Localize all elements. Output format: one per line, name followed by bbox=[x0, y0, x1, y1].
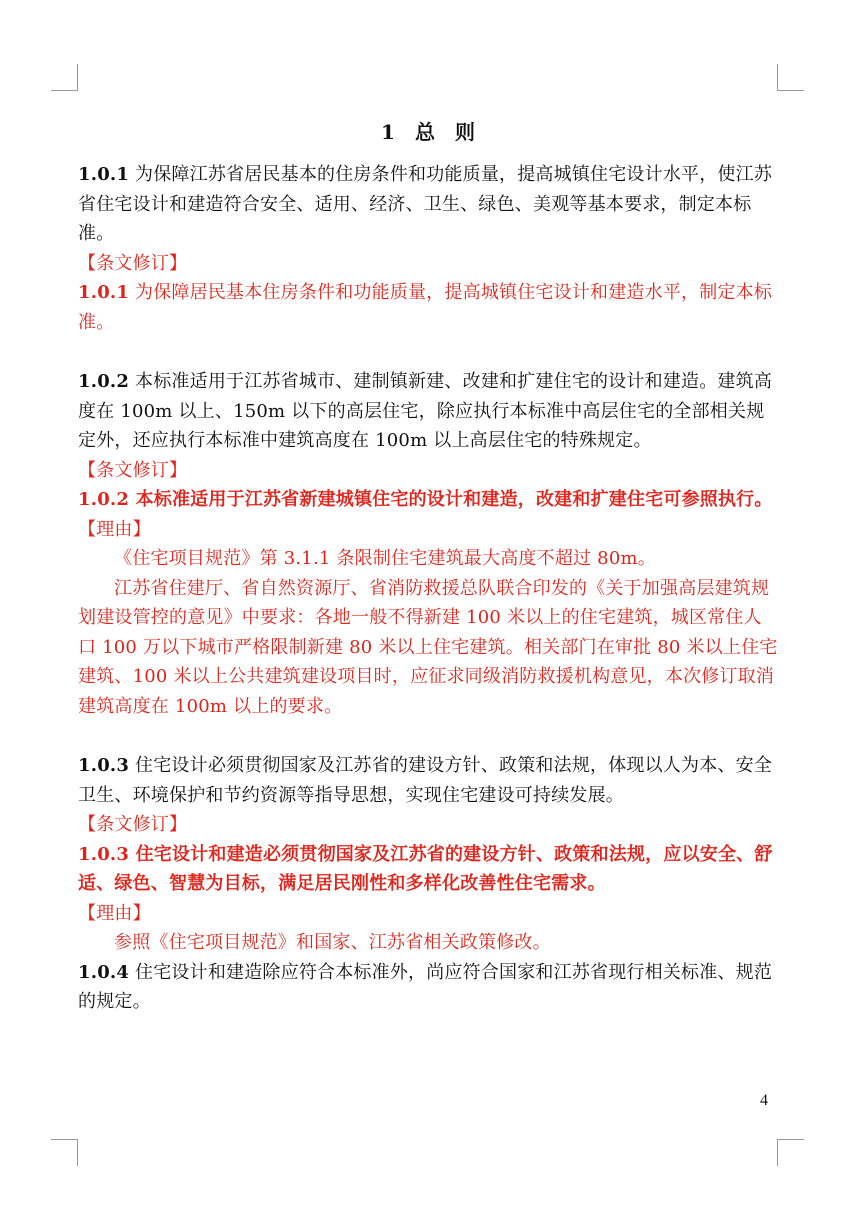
clause-number: 1.0.2 bbox=[78, 371, 130, 392]
clause-1-0-1 bbox=[78, 160, 778, 249]
reason-label: 【理由】 bbox=[78, 518, 151, 540]
clause-number: 1.0.1 bbox=[78, 164, 130, 185]
clause-text: 住宅设计必须贯彻国家及江苏省的建设方针、政策和法规，体现以人为本、安全卫生、环境保护和节约资源等指导思想，实现住宅建设可持续发展。 bbox=[78, 755, 773, 806]
document-page bbox=[78, 112, 778, 1017]
reason-paragraph: 江苏省住建厅、省自然资源厅、省消防救援总队联合印发的《关于加强高层建筑规划建设管控的意见》中要求：各地一般不得新建 100 米以上的住宅建筑，城区常住人口 100 万以下城市严格限制新建 80 米以上住宅建筑。相关部门在审批 80 米以上住宅建筑、100 米以上公共建筑建设项目时，应征求同级消防救援机构意见，本次修订取消建筑高度在 100m 以上的要求。 bbox=[78, 577, 778, 717]
clause-1-0-4 bbox=[78, 958, 778, 1017]
revised-clause-1-0-1 bbox=[78, 278, 778, 337]
crop-mark-bottom-left bbox=[51, 1139, 78, 1166]
crop-mark-bottom-right bbox=[777, 1139, 804, 1166]
page-number: 4 bbox=[760, 1092, 768, 1109]
clause-1-0-3 bbox=[78, 751, 778, 810]
revised-clause-number: 1.0.1 bbox=[78, 282, 130, 303]
revision-label: 【条文修订】 bbox=[78, 459, 188, 481]
revised-clause-1-0-2: 1.0.2 本标准适用于江苏省新建城镇住宅的设计和建造，改建和扩建住宅可参照执行。 bbox=[78, 489, 773, 510]
clause-number: 1.0.4 bbox=[78, 961, 130, 983]
clause-1-0-2 bbox=[78, 367, 778, 456]
revision-label: 【条文修订】 bbox=[78, 252, 188, 274]
clause-text: 为保障江苏省居民基本的住房条件和功能质量，提高城镇住宅设计水平，使江苏省住宅设计和建造符合安全、适用、经济、卫生、绿色、美观等基本要求，制定本标准。 bbox=[78, 164, 773, 244]
reason-paragraph: 《住宅项目规范》第 3.1.1 条限制住宅建筑最大高度不超过 80m。 bbox=[114, 548, 656, 569]
reason-paragraph: 参照《住宅项目规范》和国家、江苏省相关政策修改。 bbox=[114, 932, 551, 953]
crop-mark-top-right bbox=[777, 64, 804, 91]
revised-clause-text: 为保障居民基本住房条件和功能质量，提高城镇住宅设计和建造水平，制定本标准。 bbox=[78, 282, 773, 333]
chapter-title: 1 总 则 bbox=[381, 120, 475, 144]
clause-text: 住宅设计和建造除应符合本标准外，尚应符合国家和江苏省现行相关标准、规范的规定。 bbox=[78, 961, 773, 1012]
clause-text: 本标准适用于江苏省城市、建制镇新建、改建和扩建住宅的设计和建造。建筑高度在 100m 以上、150m 以下的高层住宅，除应执行本标准中高层住宅的全部相关规定外，还应执行本标准中建筑高度在 100m 以上高层住宅的特殊规定。 bbox=[78, 371, 773, 451]
clause-number: 1.0.3 bbox=[78, 755, 130, 776]
reason-label: 【理由】 bbox=[78, 902, 151, 924]
revised-clause-1-0-3: 1.0.3 住宅设计和建造必须贯彻国家及江苏省的建设方针、政策和法规，应以安全、舒适、绿色、智慧为目标，满足居民刚性和多样化改善性住宅需求。 bbox=[78, 843, 773, 894]
crop-mark-top-left bbox=[51, 64, 78, 91]
revision-label: 【条文修订】 bbox=[78, 814, 188, 835]
